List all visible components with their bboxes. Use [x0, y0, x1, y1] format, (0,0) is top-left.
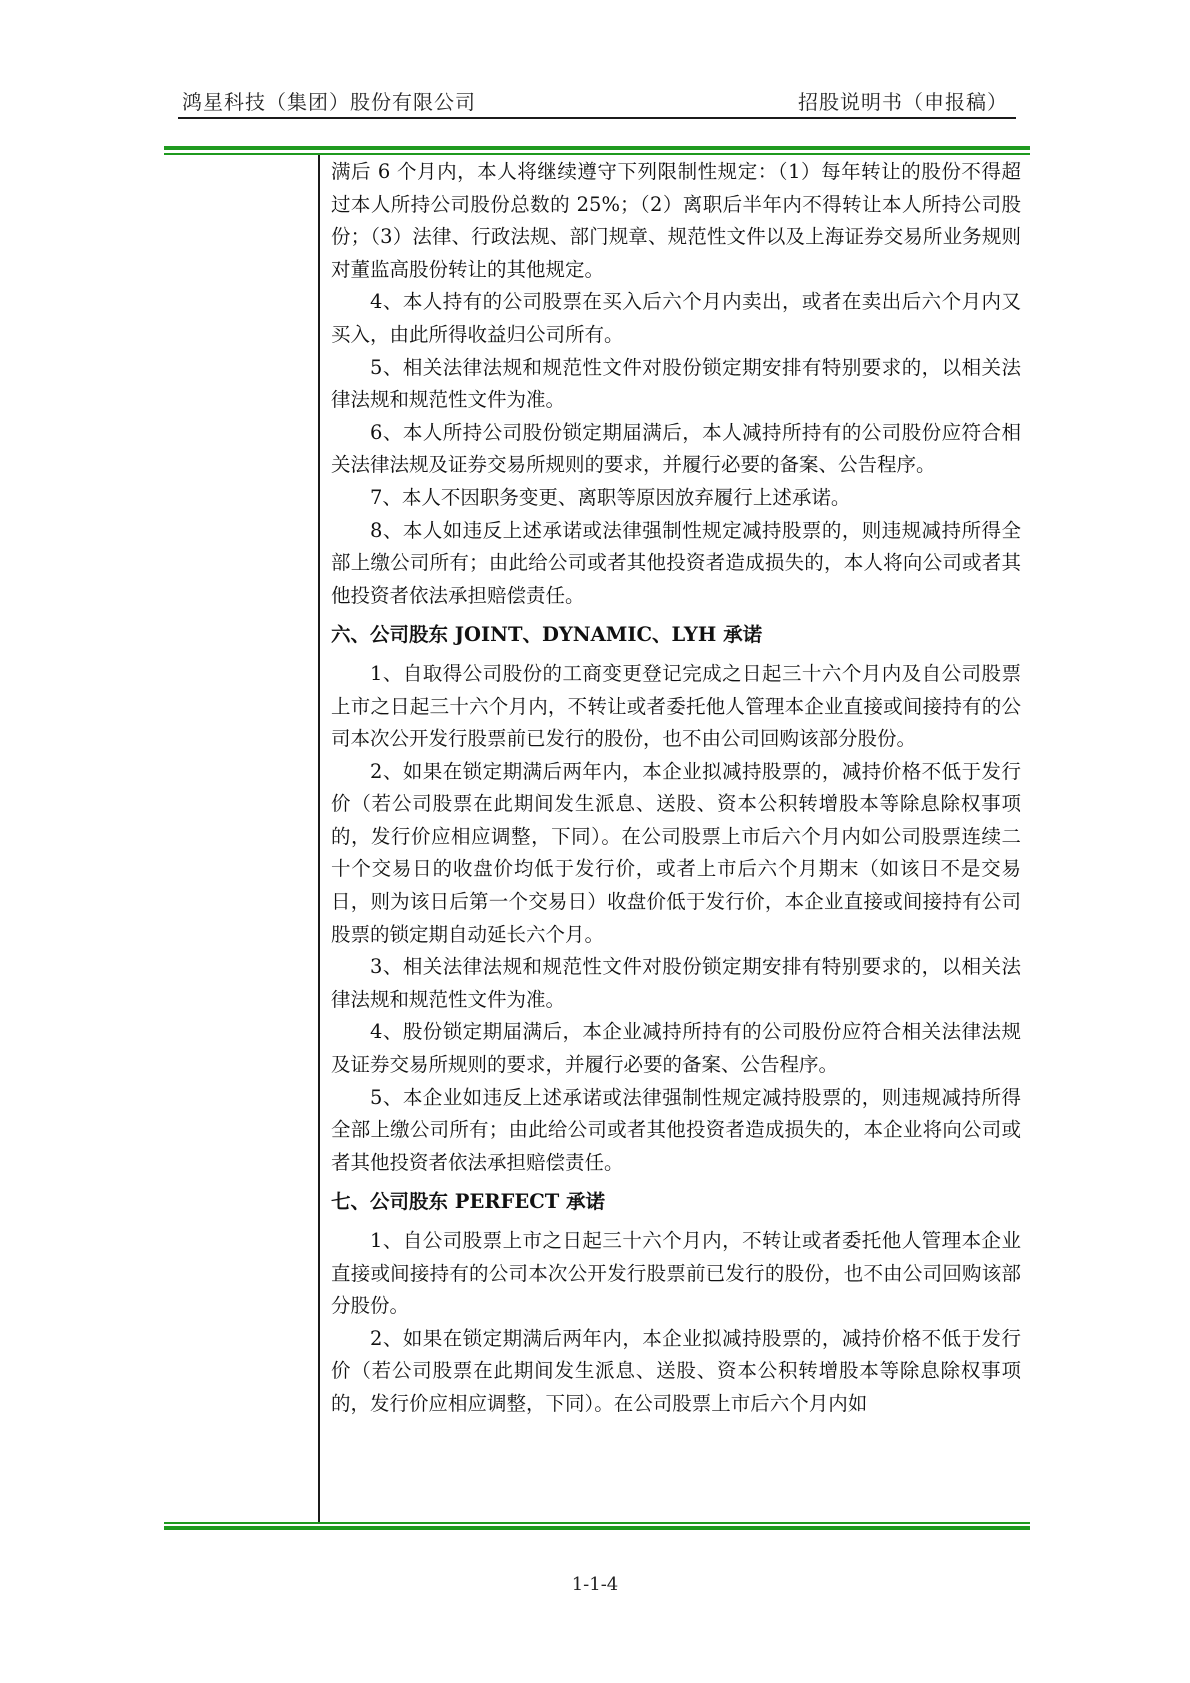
paragraph: 6、本人所持公司股份锁定期届满后，本人减持所持有的公司股份应符合相关法律法规及证券交易所规则的要求，并履行必要的备案、公告程序。	[331, 420, 1021, 477]
commitment-text-cell	[331, 156, 1021, 1421]
paragraph: 2、如果在锁定期满后两年内，本企业拟减持股票的，减持价格不低于发行价（若公司股票在此期间发生派息、送股、资本公积转增股本等除息除权事项的，发行价应相应调整，下同）。在公司股票上市后六个月内如	[331, 1326, 1021, 1415]
paragraph: 1、自取得公司股份的工商变更登记完成之日起三十六个月内及自公司股票上市之日起三十六个月内，不转让或者委托他人管理本企业直接或间接持有的公司本次公开发行股票前已发行的股份，也不由公司回购该部分股份。	[331, 661, 1021, 751]
paragraph: 5、本企业如违反上述承诺或法律强制性规定减持股票的，则违规减持所得全部上缴公司所有；由此给公司或者其他投资者造成损失的，本企业将向公司或者其他投资者依法承担赔偿责任。	[331, 1085, 1021, 1174]
section-heading-6: 六、公司股东 JOINT、DYNAMIC、LYH 承诺	[331, 623, 763, 647]
header-company-name: 鸿星科技（集团）股份有限公司	[182, 90, 476, 114]
paragraph: 5、相关法律法规和规范性文件对股份锁定期安排有特别要求的，以相关法律法规和规范性文件为准。	[331, 355, 1021, 412]
page-number: 1-1-4	[571, 1574, 619, 1595]
top-green-rule-thin	[164, 153, 1030, 155]
paragraph: 7、本人不因职务变更、离职等原因放弃履行上述承诺。	[370, 485, 851, 509]
bottom-green-rule-thick	[164, 1526, 1030, 1530]
paragraph-continuation: 满后 6 个月内，本人将继续遵守下列限制性规定：（1）每年转让的股份不得超过本人所持公司股份总数的 25%；（2）离职后半年内不得转让本人所持公司股份；（3）法律、行政法规、部门规章、规范性文件以及上海证券交易所业务规则对董监高股份转让的其他规定。	[331, 160, 1021, 281]
paragraph: 8、本人如违反上述承诺或法律强制性规定减持股票的，则违规减持所得全部上缴公司所有；由此给公司或者其他投资者造成损失的，本人将向公司或者其他投资者依法承担赔偿责任。	[331, 518, 1021, 607]
paragraph: 3、相关法律法规和规范性文件对股份锁定期安排有特别要求的，以相关法律法规和规范性文件为准。	[331, 955, 1021, 1011]
table-column-divider	[318, 155, 320, 1522]
header-rule	[178, 117, 1016, 119]
paragraph: 2、如果在锁定期满后两年内，本企业拟减持股票的，减持价格不低于发行价（若公司股票在此期间发生派息、送股、资本公积转增股本等除息除权事项的，发行价应相应调整，下同）。在公司股票上市后六个月内如公司股票连续二十个交易日的收盘价均低于发行价，或者上市后六个月期末（如该日不是交易日，则为该日后第一个交易日）收盘价低于发行价，本企业直接或间接持有公司股票的锁定期自动延长六个月。	[331, 759, 1021, 946]
bottom-green-rule-thin	[164, 1522, 1030, 1524]
paragraph: 1、自公司股票上市之日起三十六个月内，不转让或者委托他人管理本企业直接或间接持有的公司本次公开发行股票前已发行的股份，也不由公司回购该部分股份。	[331, 1229, 1021, 1318]
top-green-rule-thick	[164, 146, 1030, 150]
header-document-title: 招股说明书（申报稿）	[798, 90, 1008, 114]
paragraph: 4、本人持有的公司股票在买入后六个月内卖出，或者在卖出后六个月内又买入，由此所得收益归公司所有。	[331, 290, 1021, 346]
section-heading-7: 七、公司股东 PERFECT 承诺	[331, 1190, 606, 1214]
paragraph: 4、股份锁定期届满后，本企业减持所持有的公司股份应符合相关法律法规及证券交易所规则的要求，并履行必要的备案、公告程序。	[331, 1020, 1021, 1077]
